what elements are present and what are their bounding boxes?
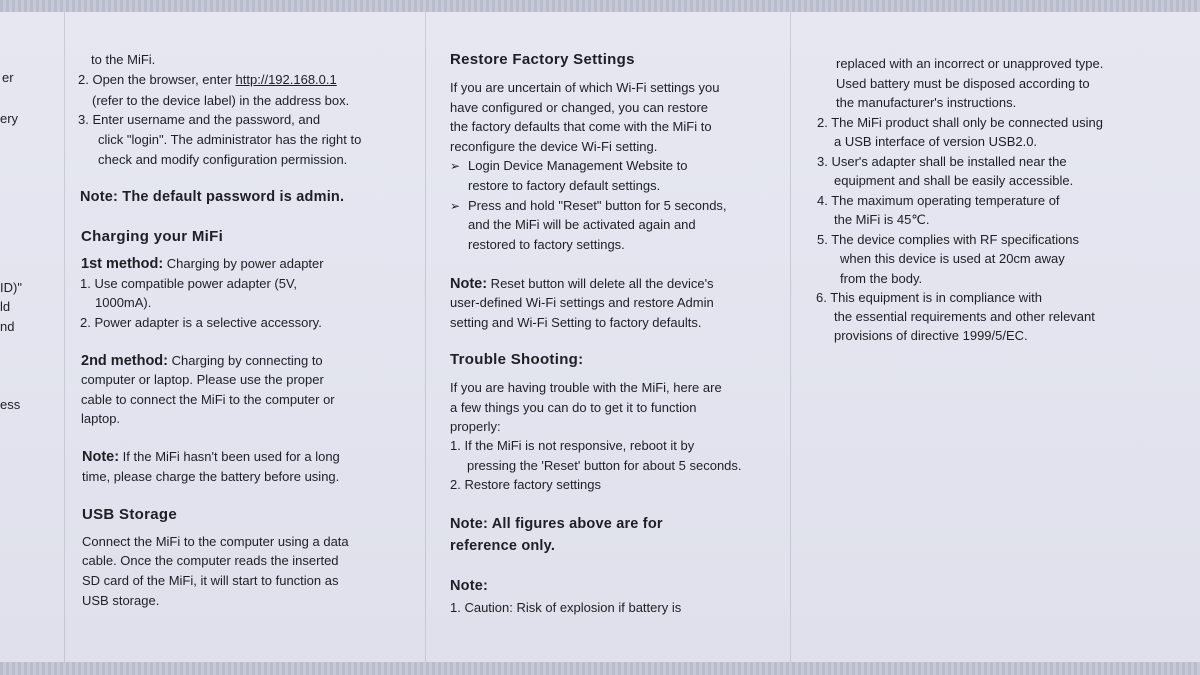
method-2-text: computer or laptop. Please use the proper <box>81 372 324 387</box>
caution-item: 5. The device complies with RF specifications <box>817 232 1080 247</box>
method-2-line <box>81 353 323 369</box>
method-1-text: Charging by power adapter <box>163 256 324 271</box>
router-address-link[interactable]: http://192.168.0.1 <box>235 72 337 87</box>
method-1-line <box>81 256 324 272</box>
login-step-2-text: 2. Open the browser, enter <box>78 72 236 87</box>
method-2-label: 2nd method: <box>81 353 168 369</box>
login-step-text: check and modify configuration permission. <box>98 152 348 167</box>
fragment-text: ess <box>0 397 21 412</box>
fragment-text: ery <box>0 111 19 126</box>
restore-heading: Restore Factory Settings <box>450 51 635 68</box>
note-label: Note: <box>450 276 488 292</box>
caution-text: when this device is used at 20cm away <box>840 251 1065 266</box>
method-1-label: 1st method: <box>81 256 164 272</box>
restore-text: If you are uncertain of which Wi-Fi settings you <box>450 80 720 95</box>
restore-text: reconfigure the device Wi-Fi setting. <box>450 139 658 154</box>
caution-item: 3. User's adapter shall be installed near the <box>817 154 1067 169</box>
method-2-text: laptop. <box>81 411 121 426</box>
trouble-item: 1. If the MiFi is not responsive, reboot it by <box>450 438 695 453</box>
caution-item: 2. The MiFi product shall only be connected using <box>817 115 1103 130</box>
caution-item: 1. Caution: Risk of explosion if battery is <box>450 600 682 615</box>
note-text: If the MiFi hasn't been used for a long <box>119 449 340 464</box>
method-1-item: 2. Power adapter is a selective accessory. <box>80 315 322 330</box>
note-text: setting and Wi-Fi Setting to factory defaults. <box>450 315 702 330</box>
fragment-text: nd <box>0 319 15 334</box>
login-step-text: (refer to the device label) in the address box. <box>92 93 350 108</box>
login-step-3: 3. Enter username and the password, and <box>78 112 321 127</box>
usb-storage-text: SD card of the MiFi, it will start to function as <box>82 573 339 588</box>
login-step-2 <box>78 72 337 88</box>
trouble-text: properly: <box>450 419 501 434</box>
trouble-text: a few things you can do to get it to function <box>450 400 697 415</box>
caution-text: the MiFi is 45℃. <box>834 212 930 227</box>
note-text: user-defined Wi-Fi settings and restore Admin <box>450 295 714 310</box>
login-step-text: to the MiFi. <box>91 52 156 67</box>
caution-text: a USB interface of version USB2.0. <box>834 134 1038 149</box>
note-text: Reset button will delete all the device's <box>487 276 714 291</box>
bullet-arrow-icon: ➢ <box>450 199 461 213</box>
method-1-item: 1. Use compatible power adapter (5V, <box>80 276 298 291</box>
method-2-text: Charging by connecting to <box>168 353 323 368</box>
usb-storage-text: cable. Once the computer reads the inserted <box>82 553 339 568</box>
method-1-item: 1000mA). <box>95 295 152 310</box>
trouble-heading: Trouble Shooting: <box>450 351 584 368</box>
battery-note <box>82 449 340 465</box>
caution-text: the manufacturer's instructions. <box>836 95 1017 110</box>
paper-edge-bottom <box>0 662 1200 675</box>
restore-bullet-text: restored to factory settings. <box>468 237 625 252</box>
restore-bullet-text: restore to factory default settings. <box>468 178 661 193</box>
fragment-text: ld <box>0 299 11 314</box>
caution-text: equipment and shall be easily accessible. <box>834 173 1074 188</box>
default-password-note: Note: The default password is admin. <box>80 189 345 205</box>
login-step-text: click "login". The administrator has the right to <box>98 132 362 147</box>
caution-heading: Note: <box>450 578 489 594</box>
trouble-text: If you are having trouble with the MiFi, here are <box>450 380 722 395</box>
usb-storage-text: Connect the MiFi to the computer using a data <box>82 534 349 549</box>
trouble-item: pressing the 'Reset' button for about 5 seconds. <box>467 458 742 473</box>
method-2-text: cable to connect the MiFi to the computer or <box>81 392 335 407</box>
fold-line <box>425 12 426 662</box>
fold-line <box>790 12 791 662</box>
note-text: time, please charge the battery before using. <box>82 469 340 484</box>
paper-edge-top <box>0 0 1200 12</box>
usb-storage-text: USB storage. <box>82 593 160 608</box>
fragment-text: er <box>2 70 14 85</box>
caution-item: 4. The maximum operating temperature of <box>817 193 1060 208</box>
trouble-item: 2. Restore factory settings <box>450 477 602 492</box>
fragment-text: ID)" <box>0 280 22 295</box>
note-label: Note: <box>82 449 120 465</box>
restore-bullet-text: and the MiFi will be activated again and <box>468 217 696 232</box>
caution-text: the essential requirements and other relevant <box>834 309 1095 324</box>
fold-line <box>64 12 65 662</box>
caution-text: provisions of directive 1999/5/EC. <box>834 328 1028 343</box>
restore-bullet-text: Press and hold "Reset" button for 5 seconds, <box>468 198 727 213</box>
restore-text: have configured or changed, you can restore <box>450 100 709 115</box>
reset-note <box>450 276 714 292</box>
figures-note: reference only. <box>450 538 556 554</box>
restore-text: the factory defaults that come with the MiFi to <box>450 119 712 134</box>
usb-storage-heading: USB Storage <box>82 506 177 523</box>
charging-heading: Charging your MiFi <box>81 228 224 245</box>
caution-text: Used battery must be disposed according to <box>836 76 1090 91</box>
caution-item: 6. This equipment is in compliance with <box>816 290 1042 305</box>
figures-note: Note: All figures above are for <box>450 516 663 532</box>
caution-text: replaced with an incorrect or unapproved type. <box>836 56 1104 71</box>
caution-text: from the body. <box>840 271 923 286</box>
bullet-arrow-icon: ➢ <box>450 159 461 173</box>
restore-bullet-text: Login Device Management Website to <box>468 158 688 173</box>
